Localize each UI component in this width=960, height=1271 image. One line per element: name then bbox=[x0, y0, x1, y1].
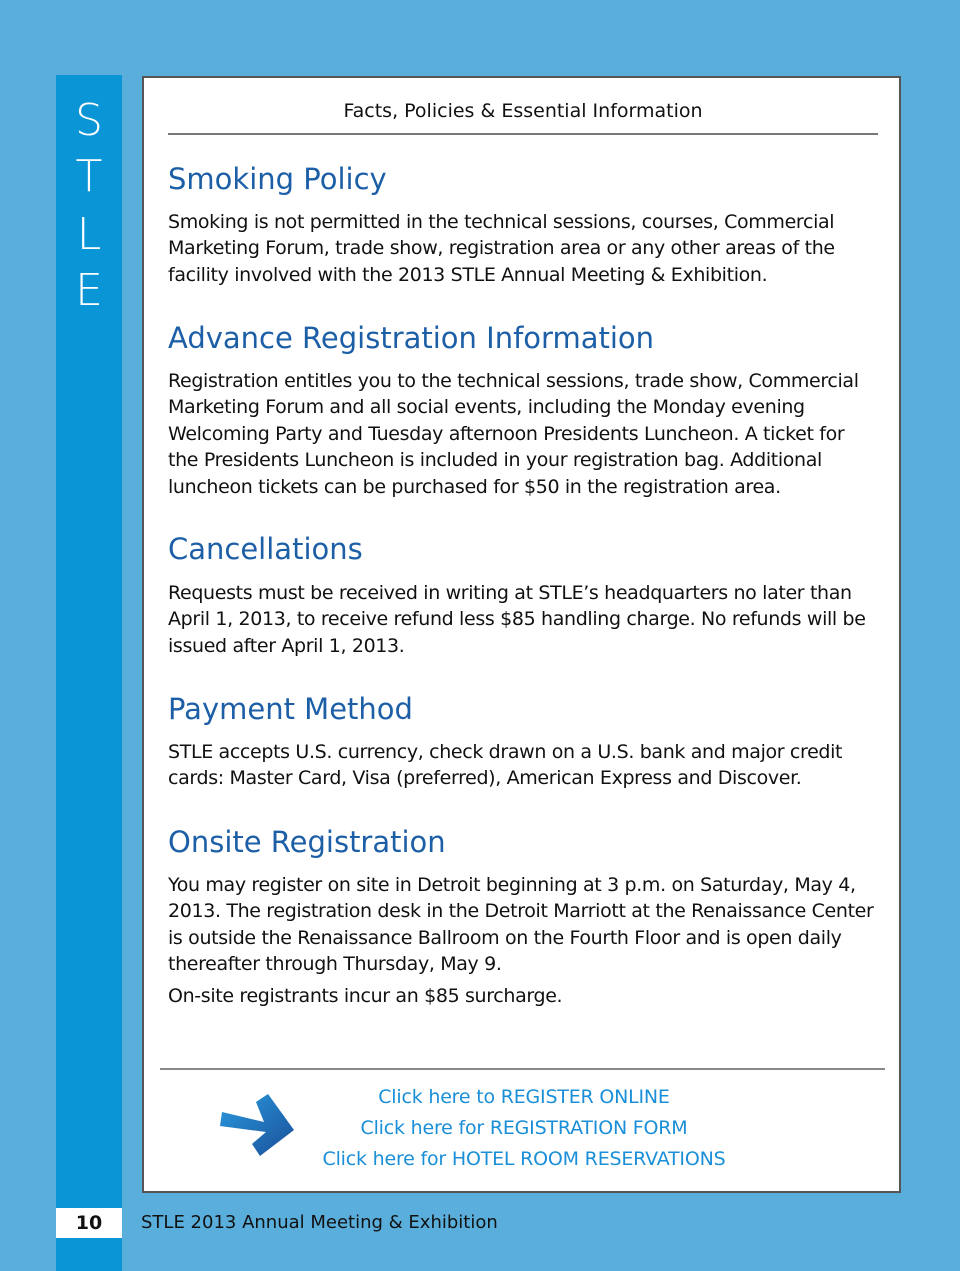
advance-registration-heading: Advance Registration Information bbox=[168, 321, 655, 355]
register-online-link[interactable]: Click here to REGISTER ONLINE bbox=[378, 1086, 670, 1108]
cancellations-heading: Cancellations bbox=[168, 532, 363, 566]
hotel-reservations-link[interactable]: Click here for HOTEL ROOM RESERVATIONS bbox=[322, 1148, 726, 1170]
arrow-right-icon bbox=[216, 1088, 302, 1160]
registration-form-link[interactable]: Click here for REGISTRATION FORM bbox=[360, 1117, 688, 1139]
side-strip bbox=[56, 75, 122, 1271]
side-letter-l: L bbox=[76, 209, 102, 260]
footer-text: STLE 2013 Annual Meeting & Exhibition bbox=[141, 1212, 498, 1233]
side-letter-s: S bbox=[75, 95, 103, 146]
onsite-surcharge-note: On-site registrants incur an $85 surcharge. bbox=[168, 985, 563, 1007]
links-divider bbox=[160, 1068, 885, 1070]
payment-method-heading: Payment Method bbox=[168, 692, 413, 726]
onsite-registration-heading: Onsite Registration bbox=[168, 825, 446, 859]
cancellations-text: Requests must be received in writing at STLE’s headquarters no later than April 1, 2013, to receive refund less $85 handling charge. No refunds will be issued after April 1, 2013. bbox=[168, 582, 866, 657]
page-title: Facts, Policies & Essential Information bbox=[343, 100, 703, 122]
advance-registration-text: Registration entitles you to the technical sessions, trade show, Commercial Marketing Forum and all social events, including the Monday evening Welcoming Party and Tuesday afternoon Presidents Luncheon. A ticket for the Presidents Luncheon is included in your registration bag. Additional luncheon tickets can be purchased for $50 in the registration area. bbox=[168, 370, 859, 498]
smoking-policy-text: Smoking is not permitted in the technical sessions, courses, Commercial Marketing Forum, trade show, registration area or any other areas of the facility involved with the 2013 STLE Annual Meeting & Exhibition. bbox=[168, 211, 835, 286]
onsite-registration-text: You may register on site in Detroit beginning at 3 p.m. on Saturday, May 4, 2013. The registration desk in the Detroit Marriott at the Renaissance Center is outside the Renaissance Ballroom on the Fourth Floor and is open daily thereafter through Thursday, May 9. bbox=[168, 874, 874, 976]
side-letter-t: T bbox=[75, 151, 103, 202]
links-group bbox=[304, 1082, 744, 1175]
page-number: 10 bbox=[56, 1208, 122, 1238]
side-letter-e: E bbox=[75, 265, 103, 316]
payment-method-text: STLE accepts U.S. currency, check drawn on a U.S. bank and major credit cards: Master Card, Visa (preferred), American Express and Discover. bbox=[168, 741, 843, 790]
header-divider bbox=[168, 133, 878, 135]
content-panel bbox=[142, 76, 901, 1193]
smoking-policy-heading: Smoking Policy bbox=[168, 162, 387, 196]
